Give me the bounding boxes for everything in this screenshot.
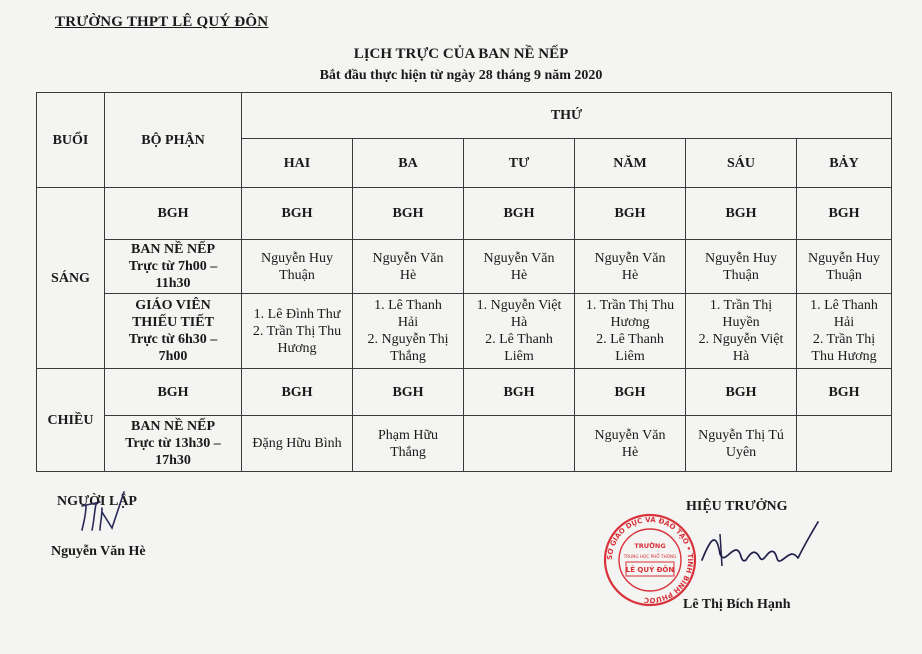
day-nam: NĂM: [575, 139, 686, 188]
cell-morning-gv-tu: 1. Nguyễn Việt Hà 2. Lê Thanh Liêm: [464, 294, 575, 369]
signer-left-title: NGƯỜI LẬP: [57, 494, 137, 509]
seal-line-1: TRƯỜNG: [634, 542, 666, 550]
cell-afternoon-bgh-tu: BGH: [464, 369, 575, 416]
dept-ban-ne-nep-morning: BAN NỀ NẾP Trực từ 7h00 – 11h30: [105, 240, 242, 294]
session-chieu: CHIỀU: [37, 369, 105, 472]
seal-outer-text: SỞ GIÁO DỤC VÀ ĐÀO TẠO • TỈNH BÌNH PHƯỚC: [605, 515, 695, 605]
day-ba: BA: [353, 139, 464, 188]
dept-bgh-afternoon: BGH: [105, 369, 242, 416]
signer-right-name: Lê Thị Bích Hạnh: [683, 597, 791, 612]
day-tu: TƯ: [464, 139, 575, 188]
cell-morning-nenep-nam: Nguyễn Văn Hè: [575, 240, 686, 294]
dept-bgh-morning: BGH: [105, 188, 242, 240]
cell-morning-bgh-ba: BGH: [353, 188, 464, 240]
cell-morning-bgh-hai: BGH: [242, 188, 353, 240]
cell-morning-gv-sau: 1. Trần Thị Huyền 2. Nguyễn Việt Hà: [686, 294, 797, 369]
cell-afternoon-bgh-nam: BGH: [575, 369, 686, 416]
handwritten-signature-left: [76, 488, 136, 538]
cell-morning-bgh-bay: BGH: [797, 188, 892, 240]
school-name: TRƯỜNG THPT LÊ QUÝ ĐÔN: [55, 14, 269, 30]
header-bo-phan: BỘ PHẬN: [105, 93, 242, 188]
cell-morning-bgh-nam: BGH: [575, 188, 686, 240]
cell-afternoon-bgh-bay: BGH: [797, 369, 892, 416]
dept-gv-thieu-tiet: GIÁO VIÊN THIẾU TIẾT Trực từ 6h30 – 7h00: [105, 294, 242, 369]
cell-morning-gv-ba: 1. Lê Thanh Hải 2. Nguyễn Thị Thắng: [353, 294, 464, 369]
dept-ban-ne-nep-afternoon: BAN NỀ NẾP Trực từ 13h30 – 17h30: [105, 416, 242, 472]
cell-afternoon-nenep-hai: Đặng Hữu Bình: [242, 416, 353, 472]
seal-line-3: LÊ QUÝ ĐÔN: [625, 566, 675, 574]
day-hai: HAI: [242, 139, 353, 188]
cell-morning-nenep-tu: Nguyễn Văn Hè: [464, 240, 575, 294]
signer-left-name: Nguyễn Văn Hè: [51, 544, 146, 559]
cell-afternoon-nenep-ba: Phạm Hữu Thắng: [353, 416, 464, 472]
cell-morning-bgh-tu: BGH: [464, 188, 575, 240]
handwritten-signature-right: [680, 520, 820, 580]
day-bay: BẢY: [797, 139, 892, 188]
schedule-table: [36, 92, 892, 472]
cell-morning-gv-bay: 1. Lê Thanh Hải 2. Trần Thị Thu Hương: [797, 294, 892, 369]
cell-morning-bgh-sau: BGH: [686, 188, 797, 240]
cell-afternoon-bgh-hai: BGH: [242, 369, 353, 416]
header-buoi: BUỔI: [37, 93, 105, 188]
cell-afternoon-nenep-nam: Nguyễn Văn Hè: [575, 416, 686, 472]
document-subtitle: Bắt đầu thực hiện từ ngày 28 tháng 9 năm 2020: [319, 68, 603, 83]
cell-afternoon-nenep-bay: [797, 416, 892, 472]
header-thu: THỨ: [242, 93, 892, 139]
session-sang: SÁNG: [37, 188, 105, 369]
day-sau: SÁU: [686, 139, 797, 188]
cell-morning-nenep-ba: Nguyễn Văn Hè: [353, 240, 464, 294]
signer-right-title: HIỆU TRƯỞNG: [686, 499, 788, 514]
cell-morning-gv-nam: 1. Trần Thị Thu Hương 2. Lê Thanh Liêm: [575, 294, 686, 369]
cell-morning-gv-hai: 1. Lê Đình Thư 2. Trần Thị Thu Hương: [242, 294, 353, 369]
cell-afternoon-nenep-tu: [464, 416, 575, 472]
cell-morning-nenep-hai: Nguyễn Huy Thuận: [242, 240, 353, 294]
cell-afternoon-nenep-sau: Nguyễn Thị Tú Uyên: [686, 416, 797, 472]
cell-afternoon-bgh-sau: BGH: [686, 369, 797, 416]
document-title: LỊCH TRỰC CỦA BAN NỀ NẾP: [353, 46, 569, 62]
cell-morning-nenep-bay: Nguyễn Huy Thuận: [797, 240, 892, 294]
cell-morning-nenep-sau: Nguyễn Huy Thuận: [686, 240, 797, 294]
seal-line-2: TRUNG HỌC PHỔ THÔNG: [623, 554, 677, 559]
cell-afternoon-bgh-ba: BGH: [353, 369, 464, 416]
